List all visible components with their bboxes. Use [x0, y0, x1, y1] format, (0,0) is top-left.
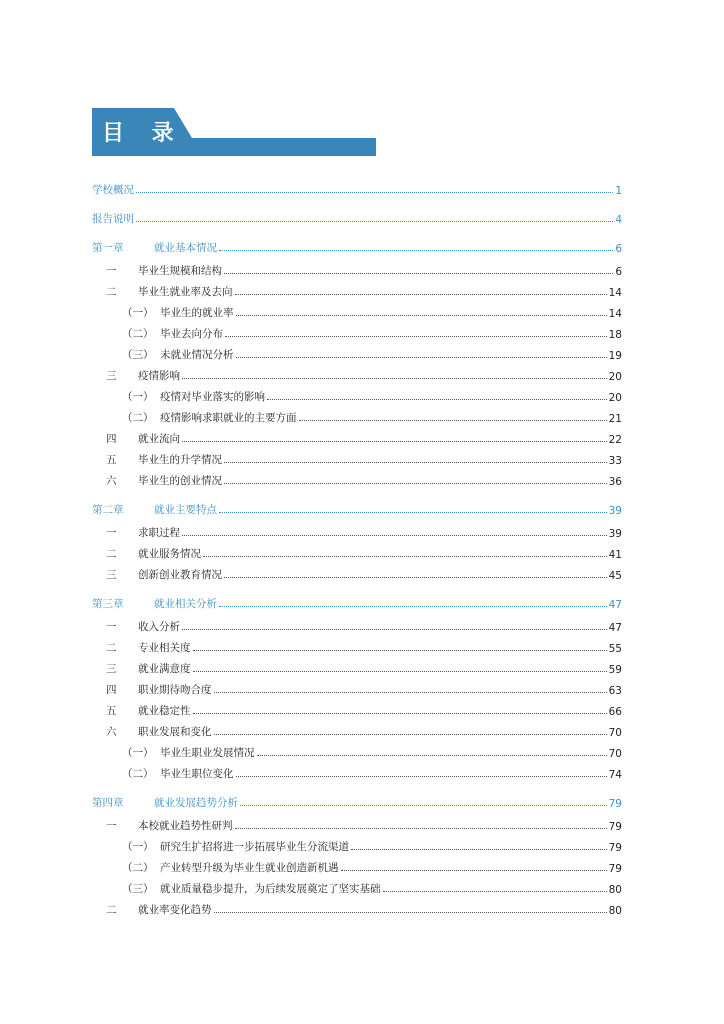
toc-dot-leader	[136, 220, 613, 222]
toc-dot-leader	[193, 712, 607, 714]
toc-dot-leader	[235, 293, 607, 295]
toc-entry[interactable]	[92, 168, 622, 197]
toc-page-number: 14	[608, 287, 622, 299]
toc-dot-leader	[236, 314, 607, 316]
toc-dot-leader	[214, 911, 607, 913]
toc-title-banner	[92, 108, 376, 156]
toc-dot-leader	[257, 754, 607, 756]
toc-page-number: 21	[608, 413, 622, 425]
toc-dot-leader	[236, 775, 607, 777]
toc-entry-number: （三）	[122, 883, 154, 895]
table-of-contents	[92, 168, 622, 917]
toc-dot-leader	[193, 649, 607, 651]
toc-entry-number: 一	[106, 265, 117, 277]
toc-page-number: 79	[608, 798, 622, 810]
toc-entry[interactable]	[92, 655, 622, 676]
toc-entry-title: 毕业去向分布	[160, 328, 223, 340]
toc-entry-number: 一	[106, 621, 117, 633]
toc-page-number: 18	[608, 329, 622, 341]
toc-entry-title: 就业质量稳步提升，为后续发展奠定了坚实基础	[160, 883, 381, 895]
toc-entry-number: 六	[106, 475, 117, 487]
toc-entry[interactable]	[92, 404, 622, 425]
toc-page-number: 59	[608, 664, 622, 676]
toc-entry-title: 毕业生的升学情况	[138, 454, 222, 466]
toc-entry-number: 三	[106, 370, 117, 382]
toc-dot-leader	[219, 249, 613, 251]
toc-entry-number: （二）	[122, 328, 154, 340]
toc-entry[interactable]	[92, 362, 622, 383]
toc-entry[interactable]	[92, 197, 622, 226]
toc-entry[interactable]	[92, 833, 622, 854]
toc-dot-leader	[225, 335, 607, 337]
toc-entry-number: 四	[106, 433, 117, 445]
toc-page-number: 6	[615, 243, 622, 255]
toc-page-number: 39	[608, 528, 622, 540]
toc-entry-title: 本校就业趋势性研判	[138, 820, 233, 832]
toc-page-number: 14	[608, 308, 622, 320]
toc-entry[interactable]	[92, 854, 622, 875]
toc-entry-number: （一）	[122, 747, 154, 759]
toc-dot-leader	[267, 398, 607, 400]
toc-entry[interactable]	[92, 896, 622, 917]
toc-page-number: 55	[608, 643, 622, 655]
toc-entry-title: 就业率变化趋势	[138, 904, 212, 916]
toc-dot-leader	[219, 511, 607, 513]
toc-entry-title: 疫情影响求职就业的主要方面	[160, 412, 297, 424]
toc-page-number: 80	[608, 884, 622, 896]
toc-entry-number: （二）	[122, 768, 154, 780]
toc-entry-number: 一	[106, 527, 117, 539]
toc-entry[interactable]	[92, 875, 622, 896]
toc-entry-number: 第四章	[92, 797, 124, 809]
toc-dot-leader	[224, 272, 613, 274]
toc-entry[interactable]	[92, 341, 622, 362]
toc-title: 目 录	[102, 121, 184, 146]
toc-entry[interactable]	[92, 519, 622, 540]
toc-page-number: 47	[608, 622, 622, 634]
toc-dot-leader	[214, 733, 607, 735]
toc-page-number: 45	[608, 570, 622, 582]
toc-entry-title: 就业稳定性	[138, 705, 191, 717]
toc-entry-title: 产业转型升级为毕业生就业创造新机遇	[160, 862, 339, 874]
toc-page-number: 63	[608, 685, 622, 697]
toc-entry-title: 就业发展趋势分析	[154, 797, 238, 809]
toc-entry[interactable]	[92, 425, 622, 446]
toc-dot-leader	[182, 628, 607, 630]
toc-entry-title: 收入分析	[138, 621, 180, 633]
toc-entry-title: 研究生扩招将进一步拓展毕业生分流渠道	[160, 841, 349, 853]
toc-dot-leader	[224, 461, 607, 463]
toc-dot-leader	[182, 534, 607, 536]
toc-entry[interactable]	[92, 226, 622, 255]
toc-entry-number: （二）	[122, 412, 154, 424]
toc-entry-number: 三	[106, 663, 117, 675]
toc-entry-number: 五	[106, 454, 117, 466]
toc-dot-leader	[224, 576, 607, 578]
toc-entry-number: 二	[106, 286, 117, 298]
toc-entry-title: 就业流向	[138, 433, 180, 445]
toc-entry-title: 学校概况	[92, 184, 134, 196]
toc-entry-title: 求职过程	[138, 527, 180, 539]
toc-page-number: 39	[608, 505, 622, 517]
toc-entry-number: （二）	[122, 862, 154, 874]
toc-page-number: 20	[608, 392, 622, 404]
toc-dot-leader	[351, 848, 607, 850]
toc-entry-title: 就业服务情况	[138, 548, 201, 560]
toc-entry[interactable]	[92, 257, 622, 278]
toc-dot-leader	[136, 191, 613, 193]
toc-entry-title: 就业基本情况	[154, 242, 217, 254]
toc-dot-leader	[299, 419, 607, 421]
toc-dot-leader	[193, 670, 607, 672]
toc-page-number: 36	[608, 476, 622, 488]
toc-entry-title: 毕业生规模和结构	[138, 265, 222, 277]
toc-entry[interactable]	[92, 320, 622, 341]
toc-dot-leader	[214, 691, 607, 693]
toc-entry-title: 职业期待吻合度	[138, 684, 212, 696]
toc-entry[interactable]	[92, 613, 622, 634]
toc-dot-leader	[224, 482, 607, 484]
toc-dot-leader	[383, 890, 607, 892]
toc-entry[interactable]	[92, 383, 622, 404]
toc-entry-number: 二	[106, 642, 117, 654]
toc-page-number: 22	[608, 434, 622, 446]
toc-entry-number: 二	[106, 904, 117, 916]
toc-entry[interactable]	[92, 278, 622, 299]
toc-entry-title: 就业满意度	[138, 663, 191, 675]
toc-page-number: 79	[608, 842, 622, 854]
toc-entry-number: 五	[106, 705, 117, 717]
toc-dot-leader	[235, 827, 607, 829]
toc-dot-leader	[182, 440, 607, 442]
toc-entry-number: 二	[106, 548, 117, 560]
toc-entry[interactable]	[92, 718, 622, 739]
toc-page-number: 70	[608, 727, 622, 739]
toc-entry[interactable]	[92, 488, 622, 517]
toc-page-number: 79	[608, 821, 622, 833]
toc-entry[interactable]	[92, 467, 622, 488]
toc-page-number: 6	[615, 266, 622, 278]
toc-entry-number: （一）	[122, 841, 154, 853]
toc-page-number: 79	[608, 863, 622, 875]
toc-entry-number: 四	[106, 684, 117, 696]
toc-entry[interactable]	[92, 540, 622, 561]
toc-entry-number: 第一章	[92, 242, 124, 254]
toc-page-number: 4	[615, 214, 622, 226]
toc-entry-number: （一）	[122, 391, 154, 403]
toc-entry[interactable]	[92, 760, 622, 781]
toc-entry[interactable]	[92, 781, 622, 810]
toc-entry-title: 就业相关分析	[154, 598, 217, 610]
toc-page-number: 20	[608, 371, 622, 383]
toc-entry-number: 第三章	[92, 598, 124, 610]
toc-entry-title: 疫情对毕业落实的影响	[160, 391, 265, 403]
toc-entry[interactable]	[92, 634, 622, 655]
toc-entry-title: 报告说明	[92, 213, 134, 225]
toc-entry[interactable]	[92, 739, 622, 760]
toc-page-number: 74	[608, 769, 622, 781]
toc-entry-title: 职业发展和变化	[138, 726, 212, 738]
toc-entry-title: 毕业生的就业率	[160, 307, 234, 319]
toc-page-number: 47	[608, 599, 622, 611]
toc-entry-number: 六	[106, 726, 117, 738]
toc-dot-leader	[341, 869, 607, 871]
toc-entry[interactable]	[92, 446, 622, 467]
toc-page-number: 66	[608, 706, 622, 718]
toc-entry-title: 疫情影响	[138, 370, 180, 382]
toc-entry-number: 第二章	[92, 504, 124, 516]
toc-entry[interactable]	[92, 299, 622, 320]
toc-entry[interactable]	[92, 676, 622, 697]
toc-entry-title: 毕业生职业发展情况	[160, 747, 255, 759]
toc-entry-title: 未就业情况分析	[160, 349, 234, 361]
toc-entry-number: （三）	[122, 349, 154, 361]
toc-entry-title: 就业主要特点	[154, 504, 217, 516]
toc-entry[interactable]	[92, 561, 622, 582]
toc-entry-title: 专业相关度	[138, 642, 191, 654]
toc-entry-title: 毕业生的创业情况	[138, 475, 222, 487]
toc-dot-leader	[240, 804, 607, 806]
toc-dot-leader	[236, 356, 607, 358]
toc-entry-number: 三	[106, 569, 117, 581]
toc-dot-leader	[182, 377, 607, 379]
toc-page-number: 70	[608, 748, 622, 760]
toc-entry-title: 创新创业教育情况	[138, 569, 222, 581]
toc-entry-title: 毕业生就业率及去向	[138, 286, 233, 298]
toc-page-number: 19	[608, 350, 622, 362]
toc-entry-title: 毕业生职位变化	[160, 768, 234, 780]
toc-entry[interactable]	[92, 582, 622, 611]
toc-dot-leader	[203, 555, 607, 557]
toc-page-number: 80	[608, 905, 622, 917]
toc-dot-leader	[219, 605, 607, 607]
toc-entry-number: （一）	[122, 307, 154, 319]
toc-entry[interactable]	[92, 697, 622, 718]
toc-entry[interactable]	[92, 812, 622, 833]
toc-page-number: 1	[615, 185, 622, 197]
toc-page-number: 41	[608, 549, 622, 561]
toc-page-number: 33	[608, 455, 622, 467]
toc-entry-number: 一	[106, 820, 117, 832]
